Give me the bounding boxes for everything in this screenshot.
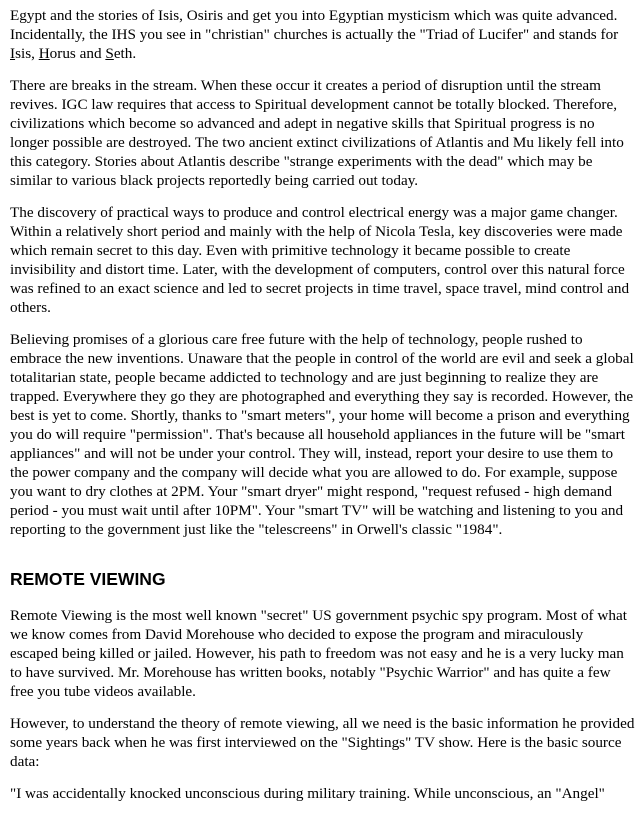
paragraph-breaks-in-stream: There are breaks in the stream. When these occur it creates a period of disruption until the stream revives. IGC law requires that access to Spiritual development cannot be totally blocked. Therefore, civilizations which become so advanced and adept in negative skills that Spiritual progress is no longer possible are destroyed. The two ancient extinct civilizations of Atlantis and Mu likely fell into this category. Stories about Atlantis describe "strange experiments with the dead" which may be similar to various black projects reportedly being carried out today. <box>10 77 624 189</box>
paragraph-technology-promises: Believing promises of a glorious care free future with the help of technology, people rushed to embrace the new inventions. Unaware that the people in control of the world are evil and seek a global totalitarian state, people became addicted to technology and are just beginning to realize they are trapped. Everywhere they go they are photographed and everything they say is recorded. However, the best is yet to come. Shortly, thanks to "smart meters", your home will become a prison and everything you do will require "permission". That's because all household appliances in the future will be "smart appliances" and will not be under your control. They will, instead, report your desire to use them to the power company and the company will decide what you are allowed to do. For example, suppose you want to dry clothes at 2PM. Your "smart dryer" might respond, "request refused - high demand period - you must wait until after 10PM". Your "smart TV" will be watching and listening to you and reporting to the government just like the "telescreens" in Orwell's classic "1984". <box>10 331 634 538</box>
paragraph-egypt-horus: orus and <box>49 45 106 62</box>
paragraph-remote-viewing-intro: Remote Viewing is the most well known "secret" US government psychic spy program. Most of what we know comes from David Morehouse who decided to expose the program and miraculously escaped being killed or jailed. However, his path to freedom was not easy and he is a very lucky man to have survived. Mr. Morehouse has written books, notably "Psychic Warrior" and has quite a few free you tube videos available. <box>10 607 627 700</box>
paragraph-egypt-text: Egypt and the stories of Isis, Osiris and get you into Egyptian mysticism which was quite advanced. Incidentally, the IHS you see in "christian" churches is actually the "Triad of Lucifer" and stands for <box>10 7 619 43</box>
paragraph-egypt-isis: sis, <box>15 45 39 62</box>
section-heading: REMOTE VIEWING <box>10 569 166 589</box>
underlined-letter-h: H <box>38 45 50 62</box>
paragraph-quote-start: "I was accidentally knocked unconscious during military training. While unconscious, an "Angel" <box>10 785 605 802</box>
underlined-letter-s: S <box>105 45 114 62</box>
paragraph-electrical-energy: The discovery of practical ways to produce and control electrical energy was a major game changer. Within a relatively short period and mainly with the help of Nicola Tesla, key discoveries were made which remain secret to this day. Even with primitive technology it became possible to create invisibility and distort time. Later, with the development of computers, control over this natural force was refined to an exact science and led to secret projects in time travel, space travel, mind control and others. <box>10 204 630 316</box>
document-page <box>10 6 635 816</box>
underlined-letter-i: I <box>10 45 16 62</box>
paragraph-remote-viewing-theory: However, to understand the theory of remote viewing, all we need is the basic information he provided some years back when he was first interviewed on the "Sightings" TV show. Here is the basic source data: <box>10 715 635 770</box>
paragraph-egypt <box>10 6 635 63</box>
paragraph-egypt-seth: eth. <box>113 45 137 62</box>
